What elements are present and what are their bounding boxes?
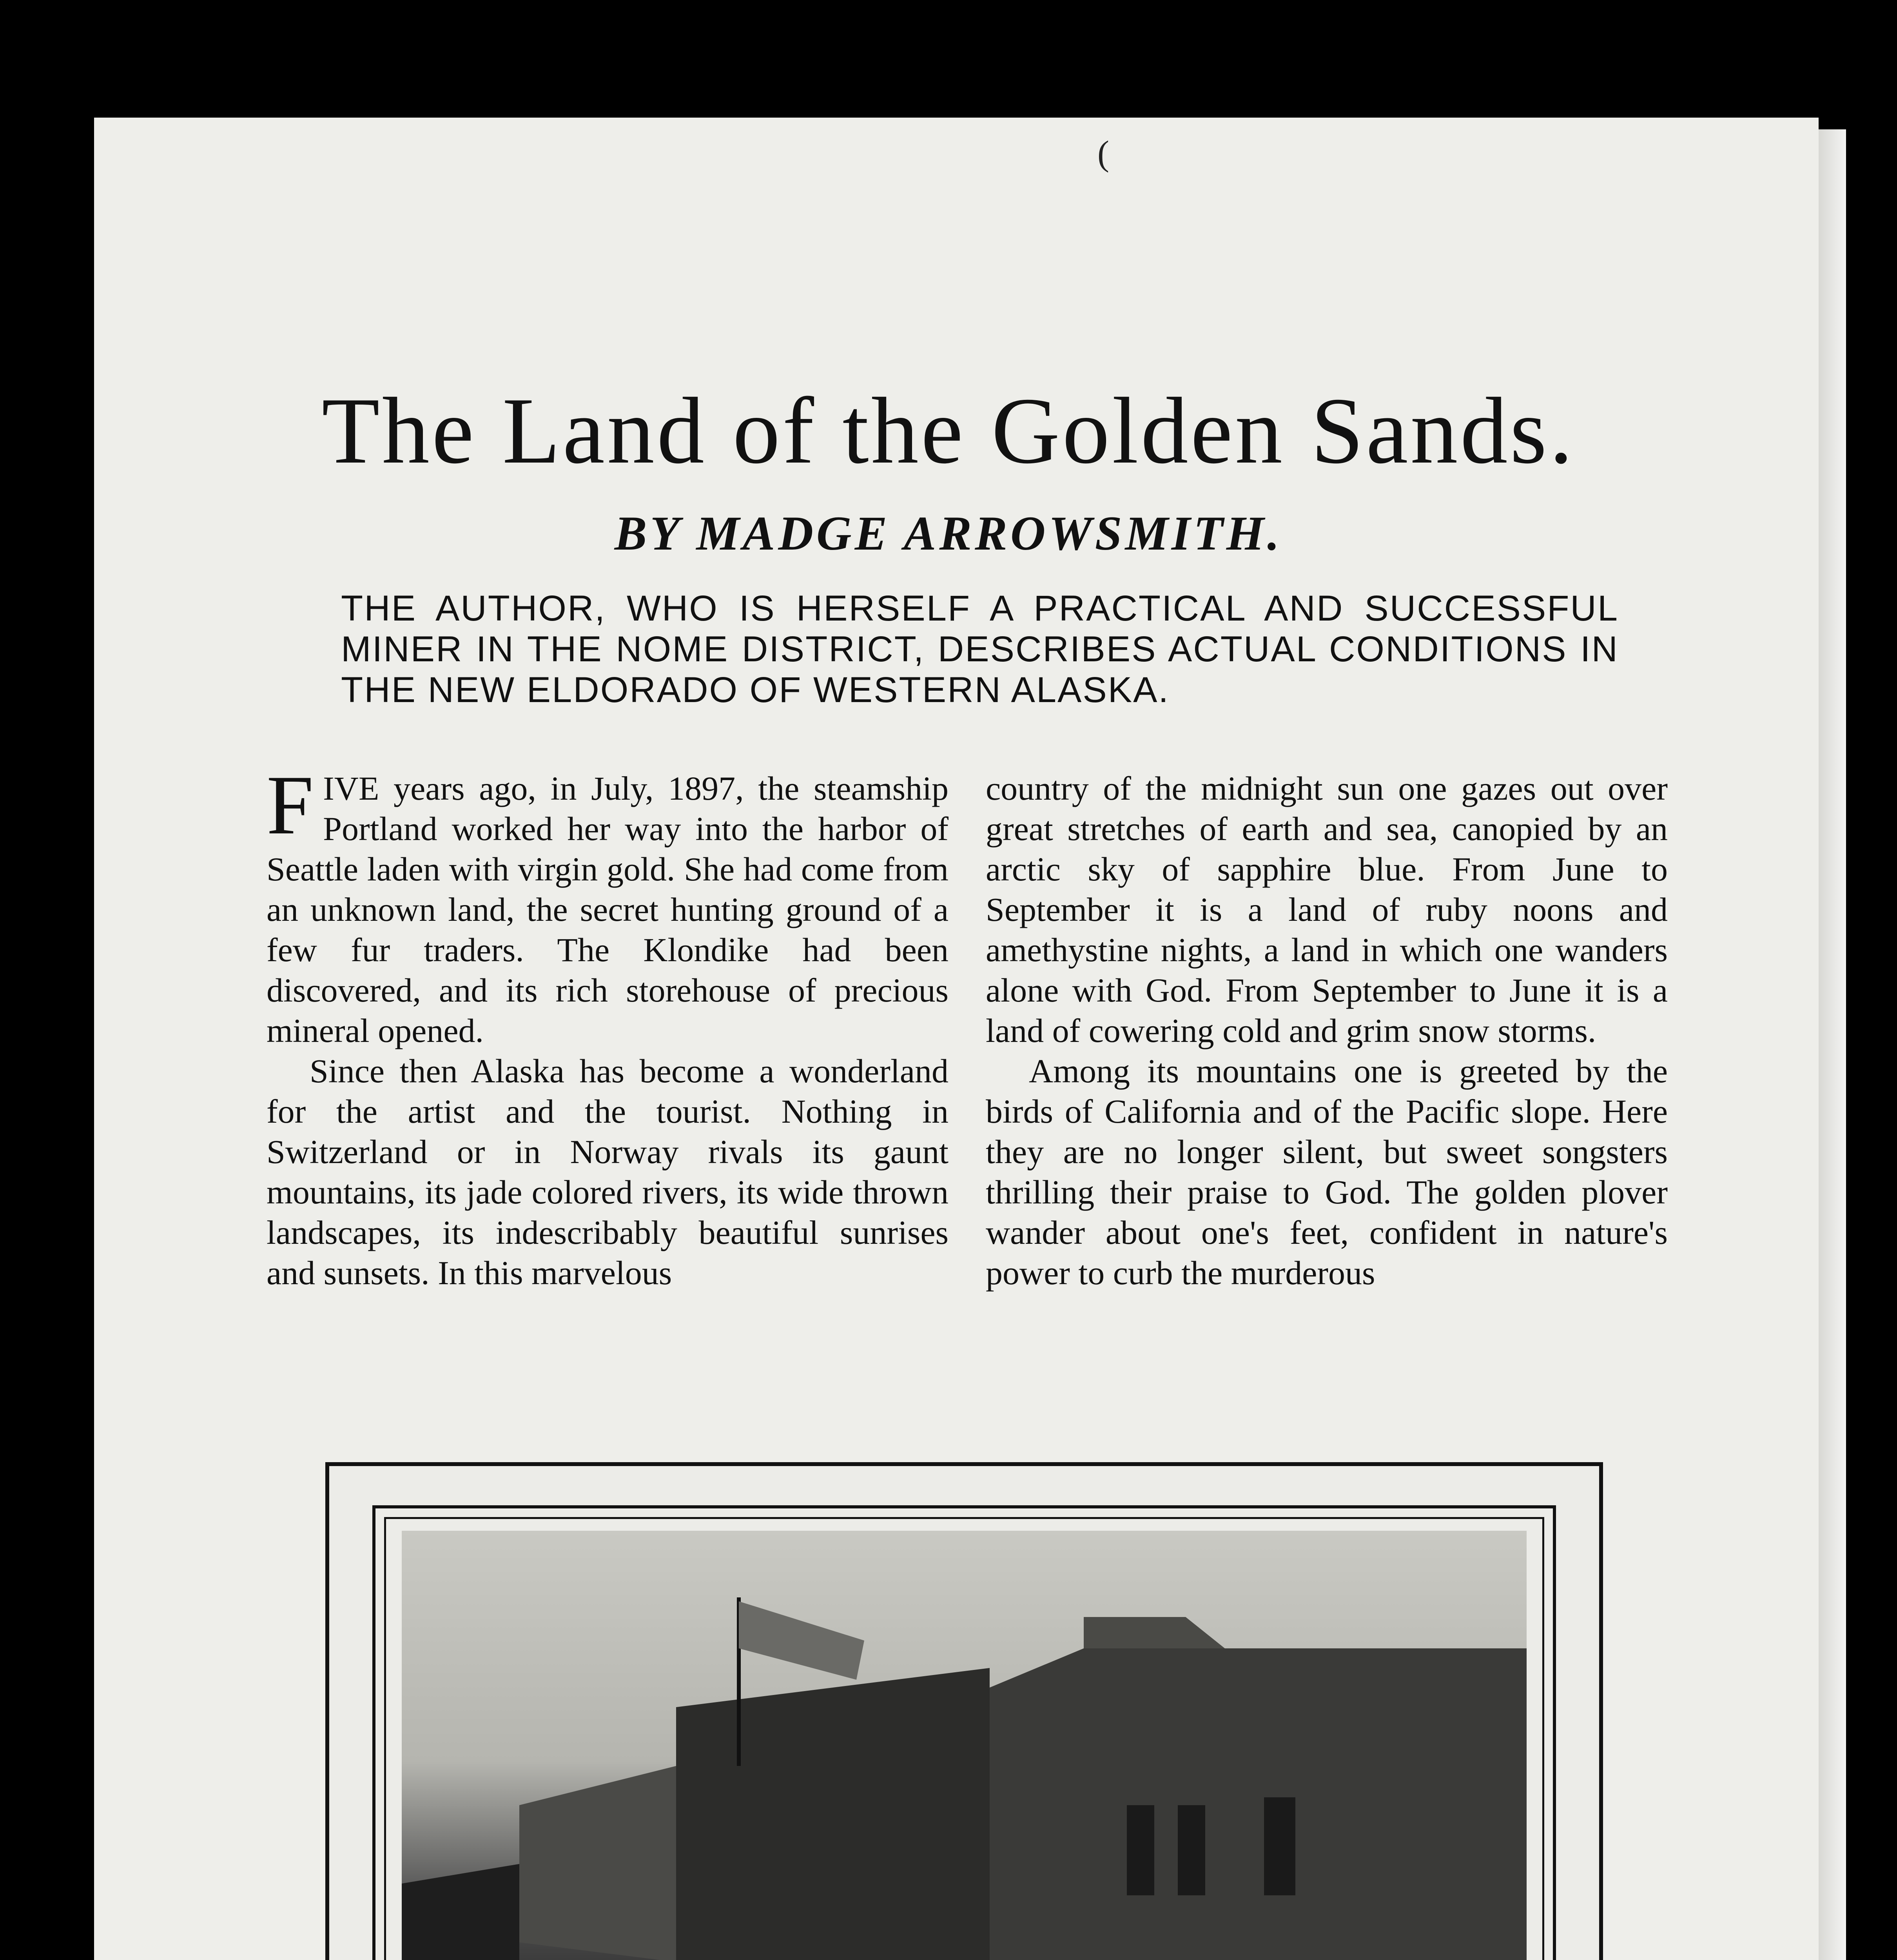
drop-cap: F [267, 758, 314, 852]
paragraph: Since then Alaska has become a wonderland for the artist and the tourist. Nothing in Switzerland or in Norway rivals its gaunt mountains, its jade colored rivers, its wide thrown landscapes, its indescribably beautiful sunrises and sunsets. In this marvelous [267, 1052, 948, 1292]
street-scene-photo [402, 1531, 1527, 1960]
paragraph: FIVE years ago, in July, 1897, the steamship Portland worked her way into the harbor of Seattle laden with virgin gold. She had come from an unknown land, the secret hunting ground of a few fur traders. The Klondike had been discovered, and its rich storehouse of precious mineral opened. [267, 758, 948, 1049]
article-byline: BY MADGE ARROWSMITH. [614, 506, 1283, 560]
street-scene-drawing [402, 1531, 1527, 1960]
article-title: The Land of the Golden Sands. [321, 378, 1576, 483]
right-column [986, 768, 1668, 1293]
paragraph: country of the midnight sun one gazes out over great stretches of earth and sea, canopied by an arctic sky of sapphire blue. From June to September it is a land of ruby noons and amethystine nights, a land in which one wanders alone with God. From September to June it is a land of cowering cold and grim snow storms. [986, 769, 1668, 1049]
left-column [267, 758, 948, 1293]
paragraph: Among its mountains one is greeted by the birds of California and of the Pacific slope. Here they are no longer silent, but sweet songsters thrilling their praise to God. The golden plover wander about one's feet, confident in nature's power to curb the murderous [986, 1052, 1668, 1292]
page-mark: ( [1097, 134, 1109, 173]
article-intro: THE AUTHOR, WHO IS HERSELF A PRACTICAL AND SUCCESSFUL MINER IN THE NOME DISTRICT, DESCRIBES ACTUAL CONDITIONS IN THE NEW ELDORADO OF WESTERN ALASKA. [341, 588, 1619, 710]
